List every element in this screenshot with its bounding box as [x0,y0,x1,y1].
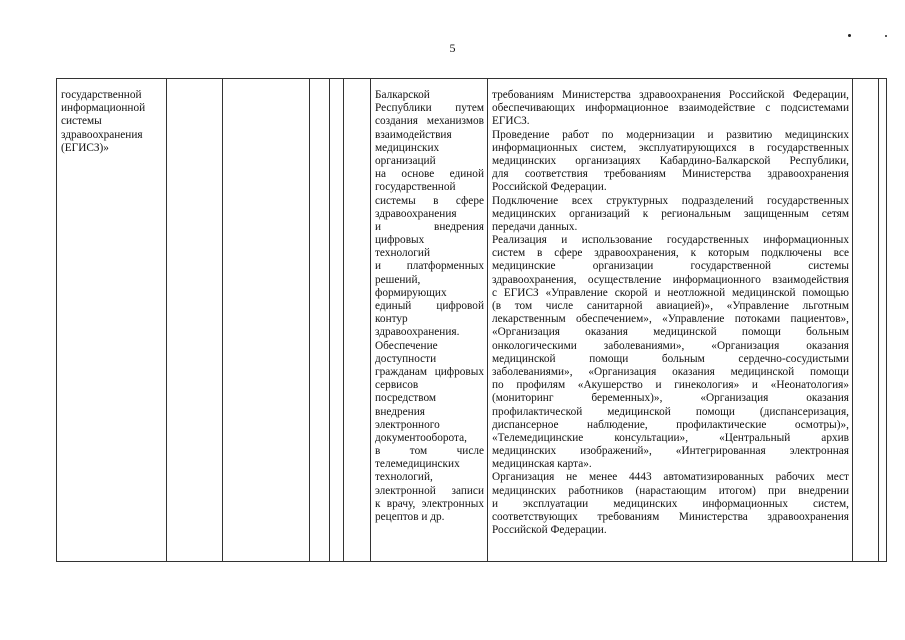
text-line: медицинская карта». [492,458,592,471]
text-line: онкологическими заболеваниями», «Организация оказания [492,339,849,352]
text-line: взаимодействия [375,128,452,141]
text-line: посредством [375,392,437,405]
text-line: к врачу, электронных [375,497,484,510]
cell-empty [879,79,887,562]
text-line: формирующих [375,286,447,299]
text-line: требованиям Министерства здравоохранения Российской Федерации, [492,89,849,101]
text-line: и внедрения [375,220,484,233]
scan-speck [848,34,851,37]
text-line: организаций [375,154,436,167]
text-line: сервисов [375,379,419,392]
text-line: рецептов и др. [375,511,445,523]
text-line: (мониторинг беременных)», «Организация оказания [492,392,849,405]
text-line: для соответствия требованиям Министерства здравоохранения [492,168,849,181]
text-line: медицинской помощи больным сердечно-сосудистыми [492,352,849,365]
text-line: информационных систем, эксплуатирующихся в государственных [492,141,849,154]
page-number: 5 [449,41,456,55]
system-name-text [61,89,163,155]
requirements-text [492,89,849,537]
text-line: «Телемедицинские консультации», «Центральный архив [492,431,849,444]
text-line: технологий, [375,471,433,484]
text-line: контур [375,313,408,326]
text-line: информационной [61,102,146,115]
cell-goal-description [371,79,488,562]
cell-empty [223,79,310,562]
text-line: документооборота, [375,431,467,444]
text-line: Балкарской [375,89,430,101]
text-line: единый цифровой [375,300,484,312]
cell-empty [330,79,344,562]
text-line: доступности [375,352,437,365]
cell-empty [344,79,371,562]
text-line: с ЕГИСЗ «Управление скорой и неотложной медицинской помощью [492,286,849,299]
text-line: и эксплуатации медицинских информационных систем, [492,497,849,510]
text-line: Обеспечение [375,339,438,352]
text-line: на основе единой [375,168,484,181]
text-line: системы [61,115,102,128]
text-line: «Организация оказания медицинской помощи больным [492,326,849,339]
text-line: внедрения [375,405,425,418]
text-line: электронной записи [375,484,484,497]
text-line: телемедицинских [375,458,460,471]
text-line: медицинских [375,141,440,154]
text-line: диспансерное наблюдение, профилактические осмотры)», [492,418,849,431]
text-line: ЕГИСЗ. [492,115,530,128]
text-line: Республики путем [375,102,484,115]
cell-system-name [57,79,167,562]
text-line: в том числе [375,445,484,458]
text-line: здравоохранения [61,128,143,141]
text-line: Проведение работ по модернизации и развитию медицинских [492,128,849,141]
text-line: цифровых [375,234,425,247]
text-line: электронного [375,418,440,431]
text-line: (ЕГИСЗ)» [61,141,109,154]
text-line: Реализация и использование государственных информационных [492,234,849,247]
text-line: Российской Федерации. [492,524,607,537]
text-line: решений, [375,273,421,286]
text-line: медицинских работников (нарастающим итогом) при внедрении [492,484,849,497]
text-line: технологий [375,247,431,260]
text-line: системы в сфере [375,194,484,207]
text-line: Российской Федерации. [492,181,607,194]
cell-empty [853,79,879,562]
goal-description-text [375,89,484,524]
text-line: здравоохранения. [375,326,460,339]
text-line: заболеваниями», «Организация оказания медицинской помощи [492,365,849,378]
text-line: медицинских организациях Кабардино-Балкарской Республики, [492,154,849,167]
text-line: и платформенных [375,260,484,273]
text-line: медицинские организации государственной системы [492,260,849,273]
text-line: медицинских изображений», «Интегрированная электронная [492,445,849,458]
text-line: создания механизмов [375,115,484,128]
text-line: лекарственным обеспечением», «Управление потоками пациентов», [492,313,849,326]
cell-empty [310,79,330,562]
text-line: государственной [375,181,456,194]
text-line: государственной [61,89,142,101]
text-line: (в том числе санитарной авиацией)», «Управление льготным [492,300,849,312]
table-row [57,79,887,562]
text-line: здравоохранения [375,207,457,220]
text-line: Организация не менее 4443 автоматизированных рабочих мест [492,471,849,484]
text-line: здравоохранения, осуществление информационного взаимодействия [492,273,849,286]
text-line: медицинских организаций к региональным защищенным сетям [492,207,849,220]
cell-requirements [488,79,853,562]
measures-table [56,78,887,562]
text-line: систем в сфере здравоохранения, к которым подключены все [492,247,849,260]
text-line: Подключение всех структурных подразделений государственных [492,194,849,207]
text-line: передачи данных. [492,220,578,233]
text-line: обеспечивающих информационное взаимодействие с подсистемами [492,102,849,115]
text-line: профилактической медицинской помощи (диспансеризация, [492,405,849,418]
cell-empty [167,79,223,562]
scan-speck [885,35,887,37]
text-line: соответствующих требованиям Министерства здравоохранения [492,511,849,523]
text-line: гражданам цифровых [375,365,484,378]
text-line: по профилям «Акушерство и гинекология» и «Неонатология» [492,379,849,392]
